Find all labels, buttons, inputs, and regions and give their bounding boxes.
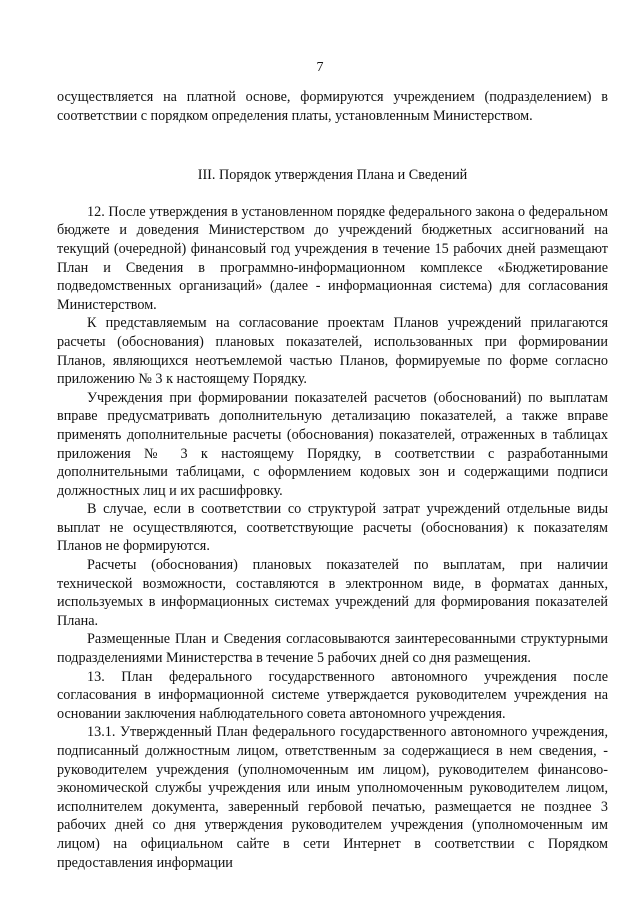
- paragraph-12: 12. После утверждения в установленном порядке федерального закона о федеральном бюджете и доведения Министерством до учреждений бюджетных ассигнований на текущий (очередной) финансовый год учреждения в течение 15 рабочих дней размещают План и Сведения в программно-информационном комплексе «Бюджетирование подведомственных организаций» (далее - информационная система) для согласования Министерством.: [57, 203, 608, 313]
- paragraph-electronic: Расчеты (обоснования) плановых показателей по выплатам, при наличии технической возможности, составляются в электронном виде, в форматах данных, используемых в информационных системах учреждений для формирования показателей Плана.: [57, 557, 608, 629]
- paragraph-exclusion: В случае, если в соответствии со структурой затрат учреждений отдельные виды выплат не осуществляются, соответствующие расчеты (обоснования) к показателям Планов не формируются.: [57, 501, 608, 555]
- document-body: [57, 88, 608, 872]
- page-number: 7: [316, 60, 324, 75]
- paragraph-detailing: Учреждения при формировании показателей расчетов (обоснований) по выплатам вправе предусматривать дополнительную детализацию показателей, а также вправе применять дополнительные расчеты (обоснования) показателей, отраженных в таблицах приложения № 3 к настоящему Порядку, в соответствии с разработанными дополнительными таблицами, с оформлением кодовых зон и содержащими подписи должностных лиц и их расшифровку.: [57, 389, 608, 499]
- paragraph-approval: Размещенные План и Сведения согласовываются заинтересованными структурными подразделениями Министерства в течение 5 рабочих дней со дня размещения.: [57, 631, 608, 667]
- paragraph-13: 13. План федерального государственного автономного учреждения после согласования в информационной системе утверждается руководителем учреждения на основании заключения наблюдательного совета автономного учреждения.: [57, 668, 608, 722]
- section-heading: III. Порядок утверждения Плана и Сведений: [197, 167, 468, 184]
- paragraph-continuation: осуществляется на платной основе, формируются учреждением (подразделением) в соответствии с порядком определения платы, установленным Министерством.: [57, 89, 608, 124]
- paragraph-calculations: К представляемым на согласование проектам Планов учреждений прилагаются расчеты (обоснования) плановых показателей, использованных при формировании Планов, являющихся неотъемлемой частью Планов, формируемые по форме согласно приложению № 3 к настоящему Порядку.: [57, 315, 608, 388]
- paragraph-13-1: 13.1. Утвержденный План федерального государственного автономного учреждения, подписанный должностным лицом, ответственным за содержащиеся в нем сведения, - руководителем учреждения (уполномоченным им лицом), руководителем финансово-экономической службы учреждения или иным уполномоченным руководителем лицом, исполнителем документа, заверенный гербовой печатью, размещается не позднее 3 рабочих дней со дня утверждения руководителем учреждения (уполномоченным им лицом) на официальном сайте в сети Интернет в соответствии с Порядком предоставления информации: [57, 724, 608, 871]
